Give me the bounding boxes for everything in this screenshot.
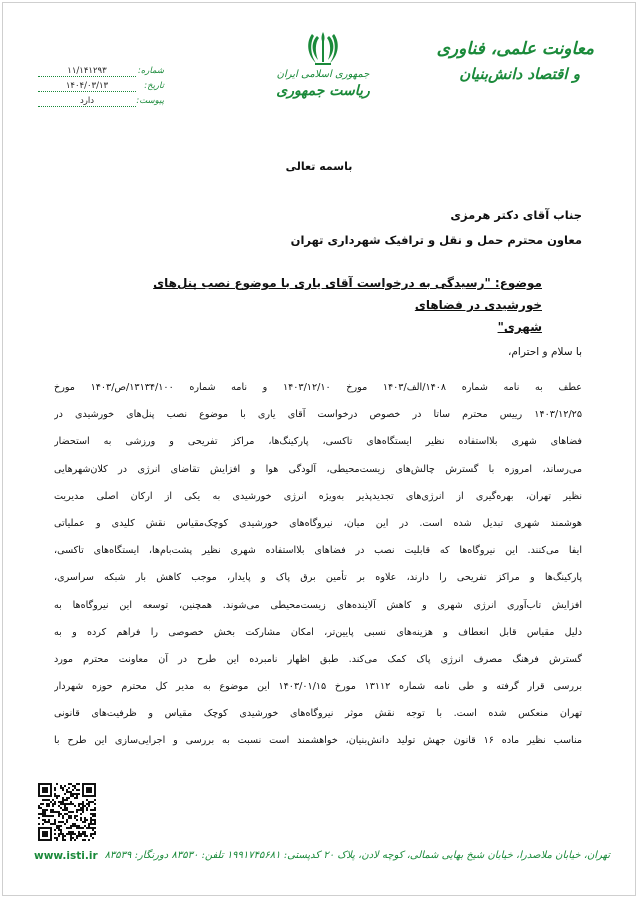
body-line: دلیل مقیاس قابل انعطاف و هزینه‌های نسبی پایین‌تر، امکان مشارکت بخش خصوصی را فراهم کرده و به <box>54 626 582 638</box>
meta-number-row <box>34 66 164 81</box>
department-name <box>434 36 594 86</box>
body-line: افزایش تاب‌آوری انرژی شهری و کاهش آلاینده‌های زیست‌محیطی می‌شوند. همچنین، توسعه این نیروگاه‌ها به <box>54 599 582 611</box>
meta-date-row <box>34 81 164 96</box>
body-line: مناسب نظیر ماده ۱۶ قانون جهش تولید دانش‌بنیان، خواهشمند است نسبت به بررسی و اجرایی‌سازی این طرح با <box>54 735 582 747</box>
republic-emblem-block <box>268 30 378 100</box>
body-line: می‌رساند، امروزه با گسترش چالش‌های زیست‌محیطی، آلودگی هوا و افزایش تقاضای انرژی در کلان‌شهرهایی <box>54 463 582 475</box>
attachment-label: پیوست: <box>136 96 164 106</box>
date-value: ۱۴۰۴/۰۳/۱۳ <box>38 81 136 92</box>
invocation-heading: باسمه تعالی <box>285 160 353 173</box>
body-line: ۱۴۰۳/۱۲/۲۵ رییس محترم ساتا در خصوص درخواست آقای یاری با موضوع نصب پنل‌های خورشیدی در <box>54 409 582 421</box>
body-line: پارکینگ‌ها و مراکز تفریحی را دارند، علاوه بر تأمین برق پاک و پایدار، موجب کاهش بار شبکه سراسری، <box>54 572 582 584</box>
meta-attachment-row <box>34 96 164 111</box>
body-line: ایفا می‌کنند. این نیروگاه‌ها که قابلیت نصب در فضاهای بلااستفاده شهری نظیر پشت‌بام‌ها، ایستگاه‌های تاکسی، <box>54 545 582 557</box>
subject-line <box>92 272 542 338</box>
presidency-title: ریاست جمهوری <box>276 83 370 99</box>
body-line: فضاهای شهری بلااستفاده نظیر ایستگاه‌های تاکسی، پارکینگ‌ها، مراکز تفریحی و ورزشی به استحضار <box>54 436 582 448</box>
subject-line-2: شهری" <box>497 320 542 334</box>
body-line: نظیر تهران، بهره‌گیری از انرژی‌های تجدیدپذیر به‌ویژه انرژی خورشیدی به یکی از ارکان اصلی مدیریت <box>54 490 582 502</box>
iran-emblem-icon <box>306 30 340 68</box>
number-value: ۱۱/۱۴۱۲۹۳ <box>38 66 136 77</box>
body-line: هوشمند شهری تبدیل شده است. در این میان، نیروگاه‌های خورشیدی کوچک‌مقیاس نقش کلیدی و عملیاتی <box>54 517 582 529</box>
date-label: تاریخ: <box>144 81 164 91</box>
department-line-2: و اقتصاد دانش‌بنیان <box>459 65 580 83</box>
footer-website-link[interactable]: www.isti.ir <box>34 850 98 862</box>
republic-title: جمهوری اسلامی ایران <box>276 69 370 80</box>
number-label: شماره: <box>137 66 164 76</box>
body-line: عطف به نامه شماره ۱۴۰۸/الف/۱۴۰۳ مورخ ۱۴۰۳/۱۲/۱۰ و نامه شماره ۱۳۱۳۴/۱۰۰/ص/۱۴۰۳ مورخ <box>54 382 582 393</box>
department-line-1: معاونت علمی، فناوری <box>436 39 594 59</box>
addressee-block <box>162 203 582 253</box>
subject-line-1: موضوع: "رسیدگی به درخواست آقای یاری با موضوع نصب پنل‌های خورشیدی در فضاهای <box>153 276 542 312</box>
footer <box>34 846 610 868</box>
attachment-value: دارد <box>38 96 136 107</box>
qr-code-icon <box>38 783 96 841</box>
body-line: تهران منعکس شده است. با توجه نقش موثر نیروگاه‌های خورشیدی کوچک مقیاس و ظرفیت‌های قانونی <box>54 708 582 720</box>
greeting: با سلام و احترام، <box>508 346 582 358</box>
body-line: گسترش فرهنگ مصرف انرژی پاک کمک می‌کند. طبق اظهار نامبرده این طرح در آن معاونت محترم مورد <box>54 653 582 665</box>
letter-meta <box>34 66 164 111</box>
body-line: بررسی قرار گرفته و طی نامه شماره ۱۳۱۱۲ مورخ ۱۴۰۳/۰۱/۱۵ این موضوع به مدیر کل محترم حوزه شهردار <box>54 681 582 693</box>
letter-body <box>54 374 582 755</box>
footer-address: تهران، خیابان ملاصدرا، خیابان شیخ بهایی شمالی، کوچه لادن، پلاک ۲۰ کدپستی: ۱۹۹۱۷۴۵۶۸۱ تلفن: ۸۳۵۳۰ دورنگار: ۸۳۵۳۹ <box>104 850 610 861</box>
addressee-name: جناب آقای دکتر هرمزی <box>450 208 582 222</box>
addressee-title: معاون محترم حمل و نقل و ترافیک شهرداری تهران <box>290 233 582 247</box>
